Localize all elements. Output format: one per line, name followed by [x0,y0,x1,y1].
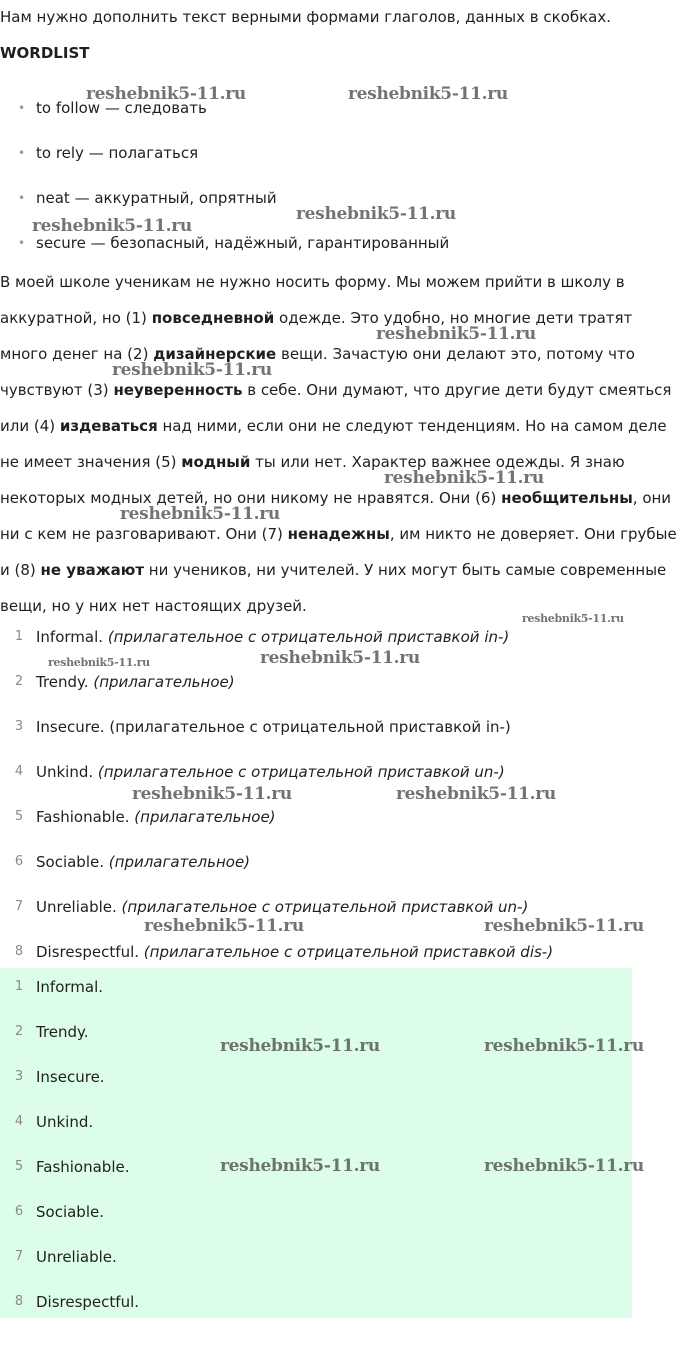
wordlist-item: • secure — безопасный, надёжный, гарантированный [0,232,449,277]
list-item: 3 Insecure. [14,1068,105,1086]
final-answers-list [0,976,139,1336]
watermark: reshebnik5-11.ru [132,784,292,804]
wordlist-title: WORDLIST [0,44,90,62]
watermark: reshebnik5-11.ru [112,360,272,380]
wordlist-item: • to follow — следовать [0,97,449,142]
list-item: 6 Sociable. (прилагательное) [14,853,251,871]
wordlist-item: • neat — аккуратный, опрятный [0,187,449,232]
explained-answers-list [0,626,553,986]
watermark: reshebnik5-11.ru [32,216,192,236]
answer-word-8: не уважают [40,561,145,579]
answer-word-6: необщительны [501,489,633,507]
list-item: 8 Disrespectful. [14,1293,140,1311]
watermark: reshebnik5-11.ru [522,612,624,625]
list-item: 4 Unkind. (прилагательное с отрицательной приставкой un-) [14,763,505,781]
list-item: 3 Insecure. (прилагательное с отрицательной приставкой in-) [14,718,511,736]
wordlist-item: • to rely — полагаться [0,142,449,187]
story-text: В моей школе ученикам не нужно носить форму. Мы можем прийти в школу в аккуратной, но (1) повседневной одежде. Это удобно, но многие дети тратят много денег на (2) дизайнерские вещи. Зачастую они делают это, потому что чувствуют (3) неуверенность в себе. Они думают, что другие дети будут смеяться или (4) издеваться над ними, если они не следуют тенденциям. Но на самом деле не имеет значения (5) модный ты или нет. Характер важнее одежды. Я знаю некоторых модных детей, но они никому не нравятся. Они (6) необщительны, они ни с кем не разговаривают. Они (7) ненадежны, им никто не доверяет. Они грубые и (8) не уважают ни учеников, ни учителей. У них могут быть самые современные вещи, но у них нет настоящих друзей. [0,273,677,615]
wordlist [0,97,449,277]
answer-word-1: повседневной [151,309,275,327]
list-item: 1 Informal. (прилагательное с отрицательной приставкой in-) [14,628,510,646]
watermark: reshebnik5-11.ru [220,1156,380,1176]
watermark: reshebnik5-11.ru [484,1036,644,1056]
watermark: reshebnik5-11.ru [484,916,644,936]
watermark: reshebnik5-11.ru [296,204,456,224]
watermark: reshebnik5-11.ru [120,504,280,524]
watermark: reshebnik5-11.ru [348,84,508,104]
answer-word-3: неуверенность [113,381,243,399]
answer-word-7: ненадежны [287,525,390,543]
watermark: reshebnik5-11.ru [48,656,150,669]
answer-word-5: модный [181,453,251,471]
list-item: 5 Fashionable. (прилагательное) [14,808,276,826]
watermark: reshebnik5-11.ru [396,784,556,804]
watermark: reshebnik5-11.ru [484,1156,644,1176]
list-item: 1 Informal. [14,978,104,996]
list-item: 2 Trendy. [14,1023,89,1041]
list-item: 6 Sociable. [14,1203,104,1221]
watermark: reshebnik5-11.ru [384,468,544,488]
answer-word-4: издеваться [59,417,158,435]
watermark: reshebnik5-11.ru [376,324,536,344]
list-item: 5 Fashionable. [14,1158,130,1176]
watermark: reshebnik5-11.ru [144,916,304,936]
list-item: 7 Unreliable. [14,1248,117,1266]
list-item: 4 Unkind. [14,1113,94,1131]
task-instruction: Нам нужно дополнить текст верными формами глаголов, данных в скобках. [0,8,612,26]
watermark: reshebnik5-11.ru [260,648,420,668]
list-item: 8 Disrespectful. (прилагательное с отрицательной приставкой dis-) [14,943,554,961]
watermark: reshebnik5-11.ru [86,84,246,104]
answer-word-2: дизайнерские [153,345,277,363]
list-item: 2 Trendy. (прилагательное) [14,673,235,691]
watermark: reshebnik5-11.ru [220,1036,380,1056]
list-item: 7 Unreliable. (прилагательное с отрицательной приставкой un-) [14,898,529,916]
